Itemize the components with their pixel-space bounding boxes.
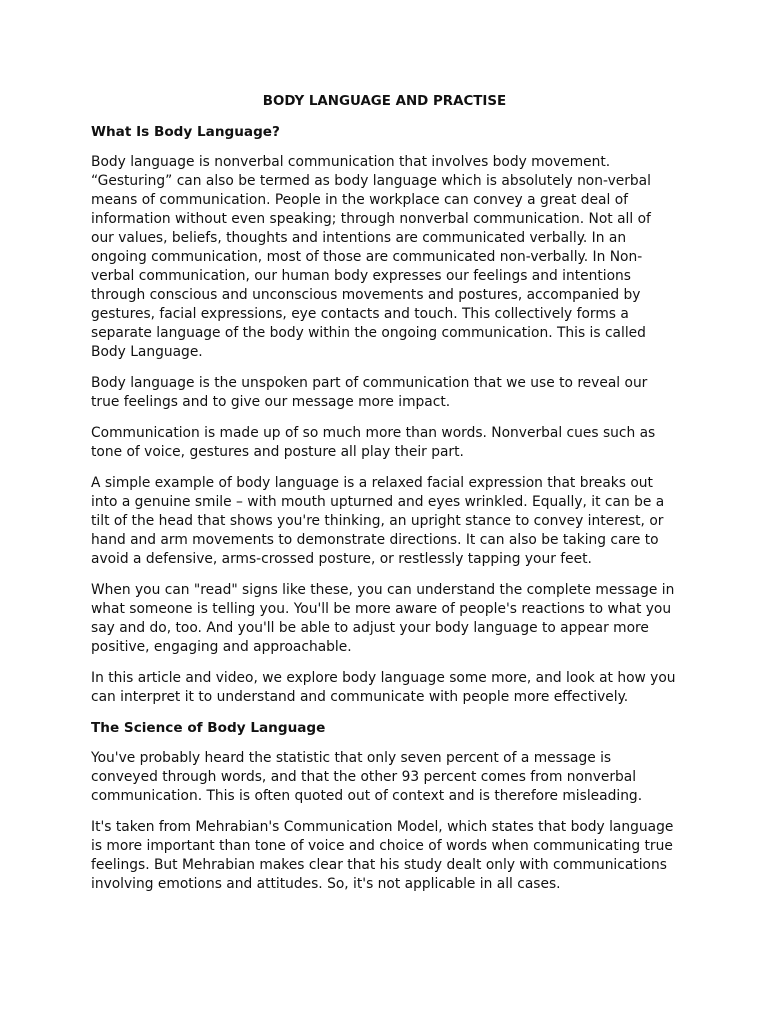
paragraph: When you can "read" signs like these, you can understand the complete message in what someone is telling you. You'll be more aware of people's reactions to what you say and do, too. And you'll be able to adjust your body language to appear more positive, engaging and approachable. [91, 582, 675, 655]
paragraph: A simple example of body language is a relaxed facial expression that breaks out into a genuine smile – with mouth upturned and eyes wrinkled. Equally, it can be a tilt of the head that shows you're thinking, an upright stance to convey interest, or hand and arm movements to demonstrate directions. It can also be taking care to avoid a defensive, arms-crossed posture, or restlessly tapping your feet. [91, 475, 665, 567]
section-what-is-body-language [91, 123, 678, 707]
section-heading: What Is Body Language? [91, 124, 280, 140]
paragraph: You've probably heard the statistic that only seven percent of a message is conveyed through words, and that the other 93 percent comes from nonverbal communication. This is often quoted out of context and is therefore misleading. [91, 750, 643, 804]
document-title: BODY LANGUAGE AND PRACTISE [262, 94, 507, 109]
section-heading: The Science of Body Language [91, 720, 326, 736]
paragraph: Body language is the unspoken part of communication that we use to reveal our true feelings and to give our message more impact. [91, 375, 648, 410]
paragraph: It's taken from Mehrabian's Communication Model, which states that body language is more important than tone of voice and choice of words when communicating true feelings. But Mehrabian makes clear that his study dealt only with communications involving emotions and attitudes. So, it's not applicable in all cases. [91, 819, 674, 892]
section-science-of-body-language [91, 719, 678, 894]
paragraph: In this article and video, we explore body language some more, and look at how you can interpret it to understand and communicate with people more effectively. [91, 670, 676, 705]
paragraph: Communication is made up of so much more than words. Nonverbal cues such as tone of voice, gestures and posture all play their part. [91, 425, 656, 460]
paragraph: Body language is nonverbal communication that involves body movement. “Gesturing” can also be termed as body language which is absolutely non-verbal means of communication. People in the workplace can convey a great deal of information without even speaking; through nonverbal communication. Not all of our values, beliefs, thoughts and intentions are communicated verbally. In an ongoing communication, most of those are communicated non-verbally. In Non-verbal communication, our human body expresses our feelings and intentions through conscious and unconscious movements and postures, accompanied by gestures, facial expressions, eye contacts and touch. This collectively forms a separate language of the body within the ongoing communication. This is called Body Language. [91, 154, 651, 360]
